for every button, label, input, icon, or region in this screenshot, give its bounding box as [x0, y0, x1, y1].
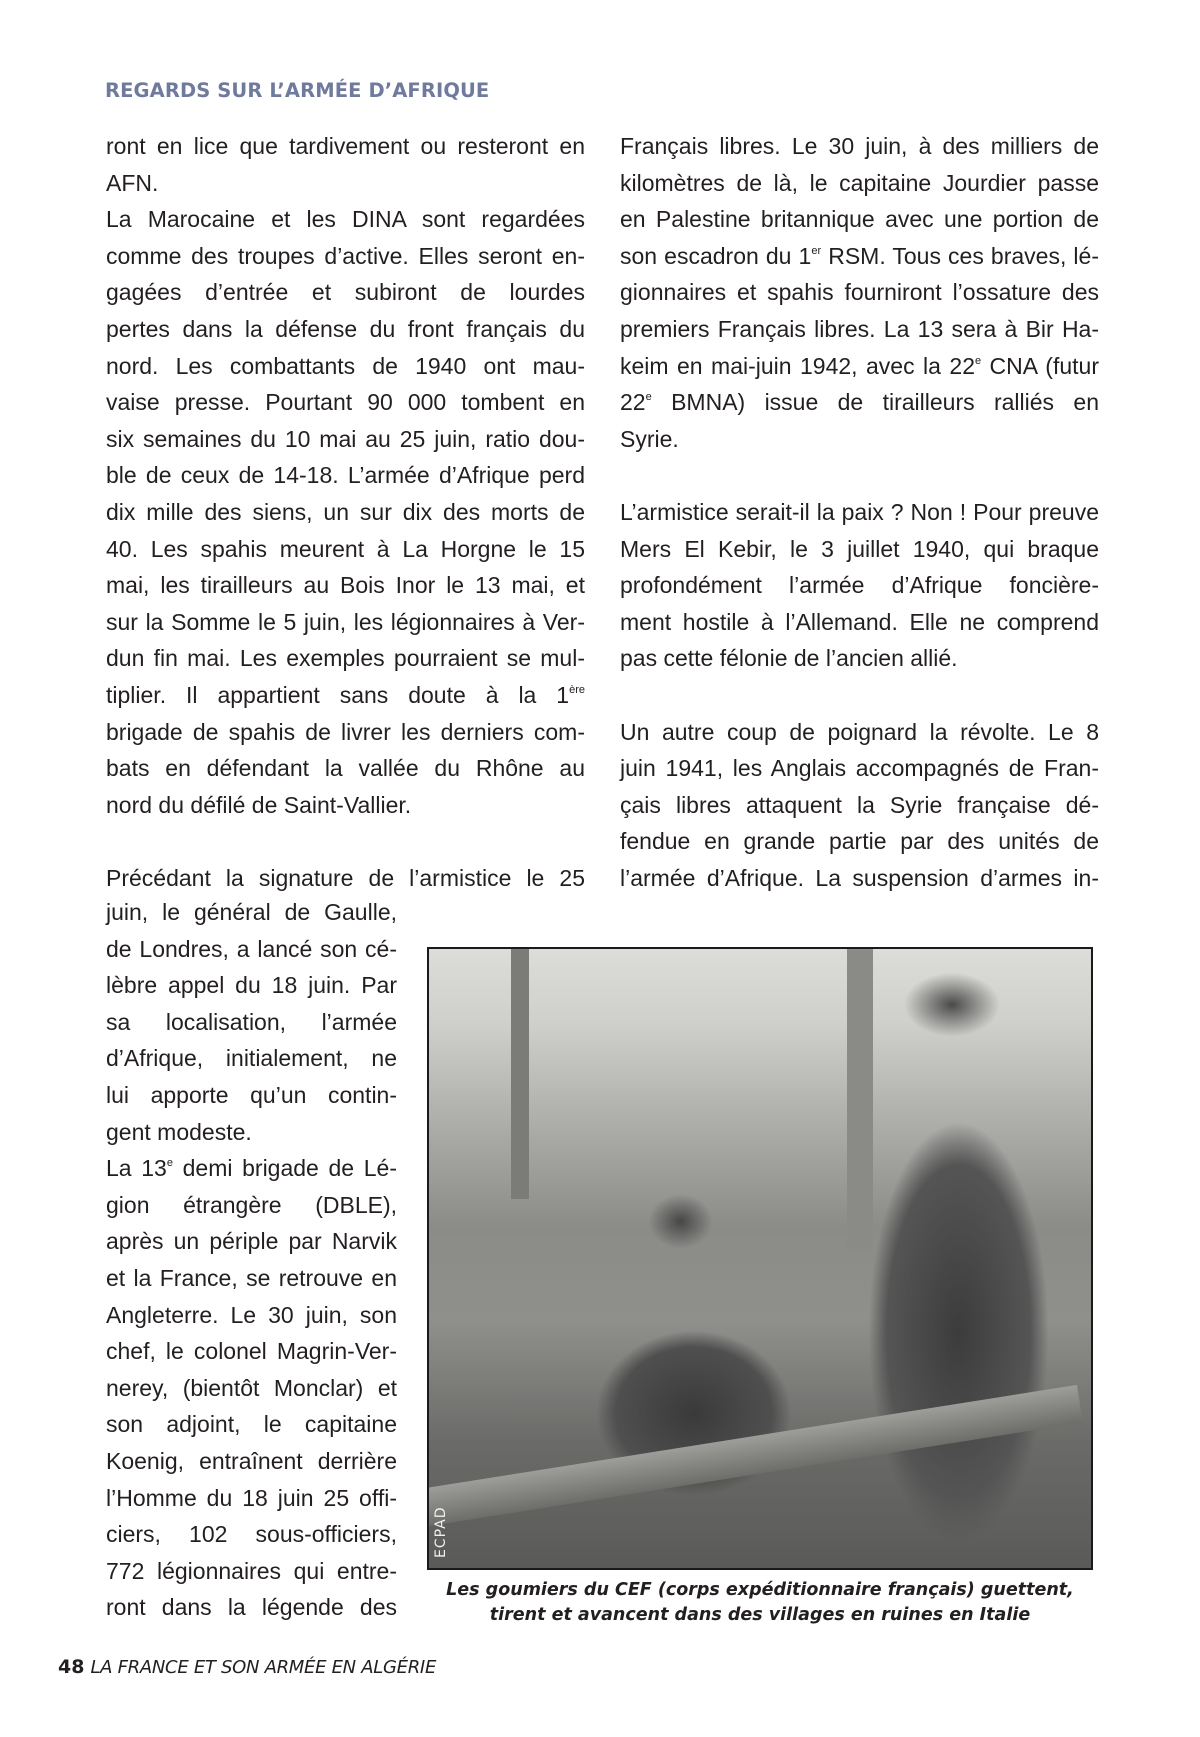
text-segment: RSM. Tous ces braves, lé- — [821, 242, 1099, 269]
caption-line: Les goumiers du CEF (corps expéditionnaire français) guettent, — [446, 1580, 1074, 1600]
text-line: Angleterre. Le 30 juin, son — [106, 1301, 397, 1328]
left-column — [106, 128, 585, 896]
text-line: ment hostile à l’Allemand. Elle ne comprend — [620, 608, 1099, 635]
superscript: ère — [569, 683, 585, 696]
paragraph-gap — [620, 457, 1099, 494]
text-line: brigade de spahis de livrer les derniers com- — [106, 718, 585, 745]
text-line: lèbre appel du 18 juin. Par — [106, 972, 397, 999]
text-line: fendue en grande partie par des unités de — [620, 828, 1099, 855]
text-line: nord du défilé de Saint-Vallier. — [106, 791, 412, 818]
superscript: er — [811, 244, 822, 257]
text-line: juin 1941, les Anglais accompagnés de Fran- — [620, 755, 1099, 782]
text-line: kilomètres de là, le capitaine Jourdier passe — [620, 169, 1099, 196]
text-segment: son escadron du 1 — [620, 242, 812, 269]
text-line: gionnaires et spahis fourniront l’ossature des — [620, 279, 1099, 306]
photo-caption — [427, 1578, 1093, 1628]
page-footer — [58, 1656, 436, 1679]
text-line: ront en lice que tardivement ou resteront en — [106, 133, 585, 159]
text-segment: tiplier. Il appartient sans doute à la 1 — [106, 681, 570, 708]
text-line: nerey, (bientôt Monclar) et — [106, 1374, 397, 1401]
superscript: e — [645, 391, 652, 404]
text-line: juin, le général de Gaulle, — [106, 899, 397, 925]
text-line: gion étrangère (DBLE), — [106, 1191, 397, 1218]
publication-title: LA FRANCE ET SON ARMÉE EN ALGÉRIE — [90, 1657, 437, 1678]
text-line: ront dans la légende des — [106, 1594, 397, 1621]
text-line: 40. Les spahis meurent à La Horgne le 15 — [106, 535, 585, 562]
text-line: nord. Les combattants de 1940 ont mau- — [106, 352, 585, 379]
text-line: pertes dans la défense du front français du — [106, 315, 585, 342]
text-line: dun fin mai. Les exemples pourraient se mul- — [106, 645, 585, 672]
historical-photo — [427, 947, 1093, 1570]
tree-trunk — [847, 949, 873, 1249]
page-number: 48 — [58, 1656, 85, 1678]
text-line: pas cette félonie de l’ancien allié. — [620, 645, 958, 672]
text-line: sa localisation, l’armée — [106, 1008, 397, 1035]
text-line: Français libres. Le 30 juin, à des milliers de — [620, 133, 1099, 159]
text-line: l’armée d’Afrique. La suspension d’armes in- — [620, 864, 1099, 891]
text-segment: BMNA) issue de tirailleurs ralliés en — [651, 389, 1099, 416]
text-line: bats en défendant la vallée du Rhône au — [106, 755, 585, 782]
text-line: d’Afrique, initialement, ne — [106, 1045, 397, 1072]
photo-credit: ECPAD — [433, 1506, 449, 1558]
text-line: premiers Français libres. La 13 sera à Bir Ha- — [620, 315, 1099, 342]
superscript: e — [974, 354, 982, 367]
text-line: de Londres, a lancé son cé- — [106, 935, 397, 962]
text-line: gent modeste. — [106, 1118, 252, 1145]
text-line: 772 légionnaires qui entre- — [106, 1557, 397, 1584]
superscript: e — [166, 1157, 173, 1170]
text-line — [620, 348, 1099, 385]
text-line: Koenig, entraînent derrière — [106, 1447, 397, 1474]
text-line: ble de ceux de 14-18. L’armée d’Afrique perd — [106, 462, 585, 489]
text-line: l’Homme du 18 juin 25 offi- — [106, 1484, 397, 1511]
text-line: çais libres attaquent la Syrie française dé- — [620, 791, 1099, 818]
text-line: ciers, 102 sous-officiers, — [106, 1521, 397, 1548]
text-line — [620, 238, 1099, 275]
text-line: gagées d’entrée et subiront de lourdes — [106, 279, 585, 306]
text-line: et la France, se retrouve en — [106, 1264, 397, 1291]
text-line: vaise presse. Pourtant 90 000 tombent en — [106, 389, 585, 416]
text-line: comme des troupes d’active. Elles seront en- — [106, 242, 585, 269]
text-line: six semaines du 10 mai au 25 juin, ratio dou- — [106, 425, 585, 452]
right-column — [620, 128, 1099, 896]
text-line: son adjoint, le capitaine — [106, 1411, 397, 1438]
tree-trunk — [511, 949, 529, 1199]
text-line: Précédant la signature de l’armistice le 25 — [106, 864, 585, 891]
text-line — [106, 677, 585, 714]
text-line: Mers El Kebir, le 3 juillet 1940, qui braque — [620, 535, 1099, 562]
text-segment: keim en mai-juin 1942, avec la 22 — [620, 352, 975, 379]
text-line: mai, les tirailleurs au Bois Inor le 13 mai, et — [106, 572, 585, 599]
left-narrow-column — [106, 894, 397, 1626]
text-line: après un périple par Narvik — [106, 1228, 397, 1255]
caption-line: tirent et avancent dans des villages en ruines en Italie — [489, 1605, 1031, 1625]
text-segment: demi brigade de Lé- — [172, 1155, 397, 1182]
text-line: profondément l’armée d’Afrique foncière- — [620, 572, 1099, 599]
text-line: AFN. — [106, 169, 159, 196]
text-line: L’armistice serait-il la paix ? Non ! Pour preuve — [620, 498, 1099, 525]
text-line: sur la Somme le 5 juin, les légionnaires à Ver- — [106, 608, 585, 635]
text-line: Un autre coup de poignard la révolte. Le 8 — [620, 718, 1099, 745]
paragraph-gap — [106, 823, 585, 860]
text-line: dix mille des siens, un sur dix des morts de — [106, 498, 585, 525]
text-line: en Palestine britannique avec une portion de — [620, 206, 1099, 233]
text-line: lui apporte qu’un contin- — [106, 1081, 397, 1108]
text-segment: CNA (futur — [981, 352, 1099, 379]
text-line — [620, 384, 1099, 421]
paragraph-gap — [620, 677, 1099, 714]
text-segment: La 13 — [106, 1155, 167, 1182]
running-head: REGARDS SUR L’ARMÉE D’AFRIQUE — [105, 79, 490, 102]
text-line — [106, 1150, 397, 1187]
text-segment: 22 — [620, 389, 646, 416]
text-line: La Marocaine et les DINA sont regardées — [106, 206, 585, 233]
text-line: chef, le colonel Magrin-Ver- — [106, 1338, 397, 1365]
text-line: Syrie. — [620, 425, 679, 452]
fallen-log — [427, 1385, 1083, 1526]
